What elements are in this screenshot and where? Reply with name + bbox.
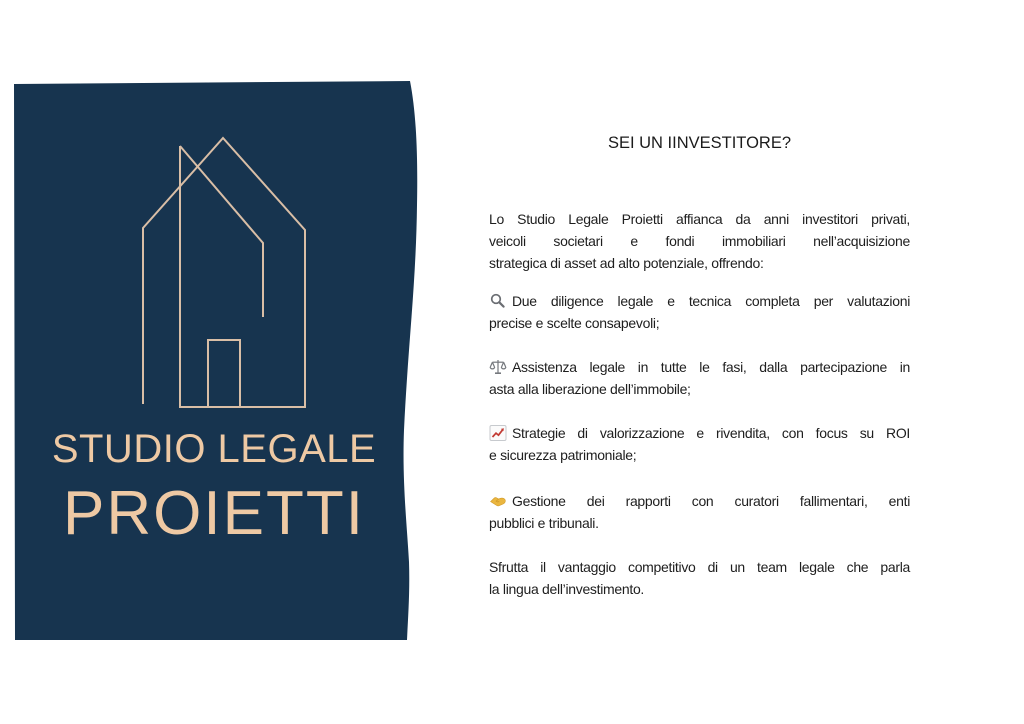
intro-line: strategica di asset ad alto potenziale, offrendo: — [489, 255, 764, 271]
bullet-line: precise e scelte consapevoli; — [489, 315, 660, 331]
closing-line: la lingua dell’investimento. — [489, 581, 645, 597]
brand-panel-shape — [14, 81, 417, 640]
bullet-line: asta alla liberazione dell’immobile; — [489, 381, 691, 397]
bullet-line: Assistenza legale in tutte le fasi, dalla partecipazione in — [512, 359, 910, 375]
brand-name-line2: PROIETTI — [63, 479, 365, 548]
handshake-icon — [489, 492, 507, 510]
bullet-due-diligence — [489, 290, 910, 334]
bullet-gestione-rapporti — [489, 490, 910, 534]
chart-increasing-icon — [489, 424, 507, 442]
bullet-line: Due diligence legale e tecnica completa per valutazioni — [512, 293, 910, 309]
bullet-line: pubblici e tribunali. — [489, 515, 599, 531]
bullet-line: Strategie di valorizzazione e rivendita, con focus su ROI — [512, 425, 910, 441]
bullet-strategie — [489, 422, 910, 466]
closing-paragraph — [489, 556, 910, 600]
intro-line: veicoli societari e fondi immobiliari nell’acquisizione — [489, 233, 910, 249]
bullet-assistenza-legale — [489, 356, 910, 400]
magnifier-icon — [489, 292, 507, 310]
bullet-line: Gestione dei rapporti con curatori fallimentari, enti — [512, 493, 910, 509]
balance-scale-icon — [489, 358, 507, 376]
intro-paragraph — [489, 208, 910, 274]
page-title: SEI UN IINVESTITORE? — [607, 134, 792, 152]
content-column — [489, 0, 910, 724]
closing-line: Sfrutta il vantaggio competitivo di un team legale che parla — [489, 559, 910, 575]
intro-line: Lo Studio Legale Proietti affianca da anni investitori privati, — [489, 211, 910, 227]
brand-name-line1: STUDIO LEGALE — [51, 427, 377, 471]
bullet-line: e sicurezza patrimoniale; — [489, 447, 637, 463]
